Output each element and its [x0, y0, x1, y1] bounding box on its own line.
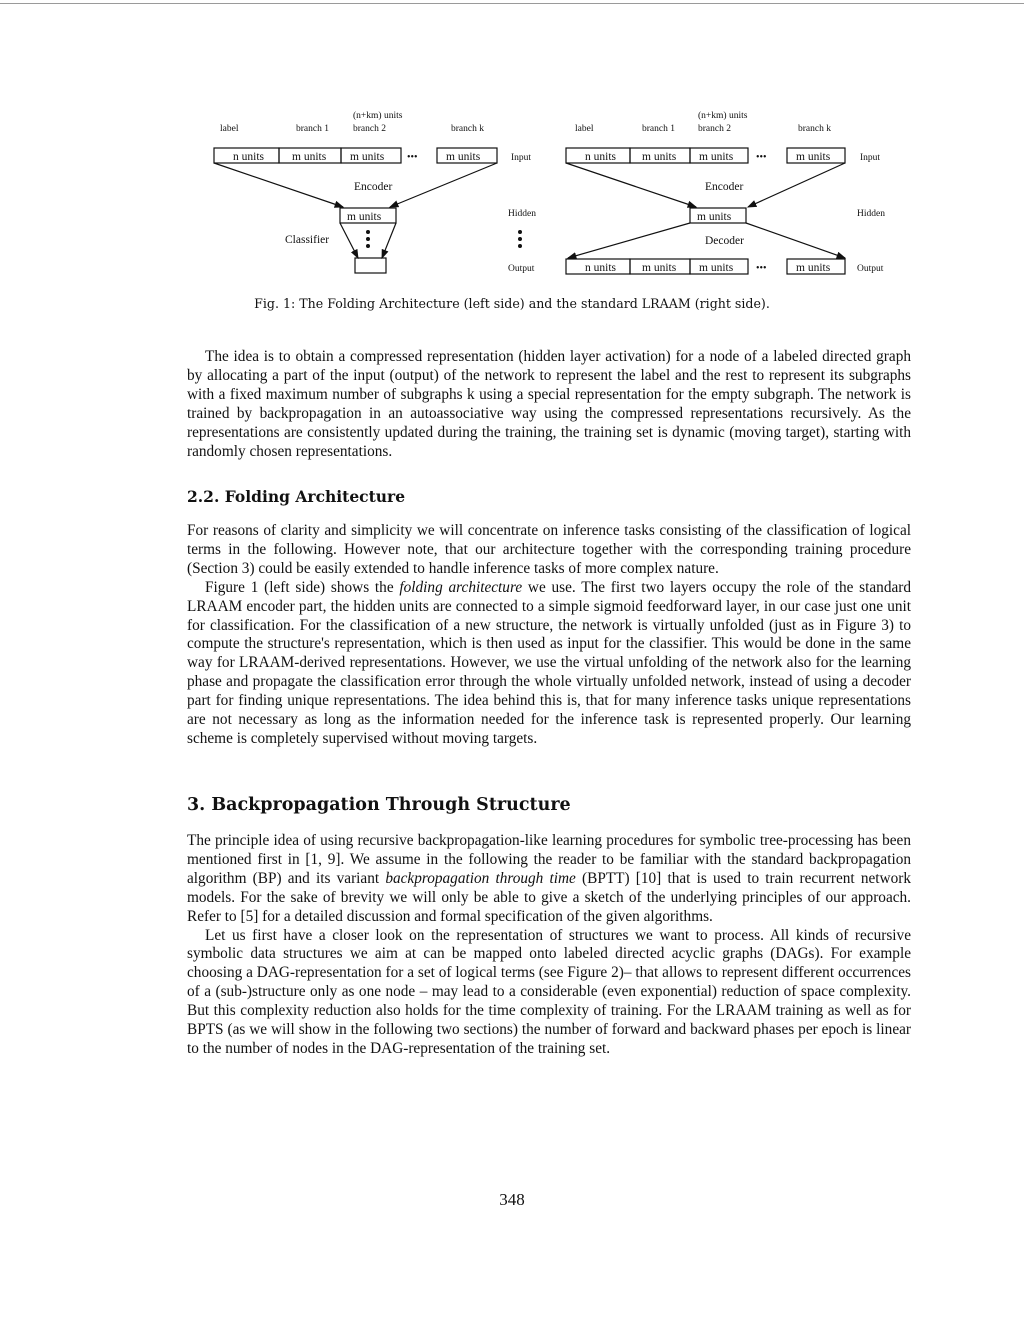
right-hidden-box-text: m units	[697, 211, 732, 223]
right-encoder-label: Encoder	[705, 181, 744, 193]
left-box-m2-text: m units	[350, 151, 385, 163]
right-out-n-text: n units	[585, 262, 616, 274]
left-top-label: (n+km) units	[353, 111, 403, 121]
right-branchk: branch k	[798, 124, 831, 134]
intro-paragraph-block	[187, 348, 911, 461]
left-branch1: branch 1	[296, 124, 329, 134]
figure-caption: Fig. 1: The Folding Architecture (left side) and the standard LRAAM (right side).	[254, 296, 770, 311]
right-branch1: branch 1	[642, 124, 675, 134]
left-label: label	[220, 124, 239, 134]
section-heading-2-2: 2.2. Folding Architecture	[187, 487, 406, 506]
right-out-m2-text: m units	[699, 262, 734, 274]
right-output-label: Output	[857, 264, 884, 274]
figure-1	[0, 0, 1024, 290]
left-branchk: branch k	[451, 124, 484, 134]
section-heading-3: 3. Backpropagation Through Structure	[187, 795, 571, 815]
left-box-n-text: n units	[233, 151, 264, 163]
right-box-m1-text: m units	[642, 151, 677, 163]
left-output-box	[355, 258, 386, 273]
right-top-label: (n+km) units	[698, 111, 748, 121]
paragraph-dag: Let us first have a closer look on the representation of structures we want to process. All kinds of recursive symbolic data structures we aim at can be mapped onto labeled directed acyclic graphs (DAGs). For example choosing a DAG-representation for a set of logical terms (see Figure 2)– that allows to represent different occurrences of a (sub-)structure only as one node – may lead to a considerable (even exponential) reduction of space complexity. But this complexity reduction also holds for the time complexity of training. For the LRAAM training as well as for BPTS (as we will show in the following two sections) the number of forward and backward phases per epoch is linear to the number of nodes in the DAG-representation of the training set.	[187, 926, 911, 1057]
right-dots: •••	[756, 152, 767, 163]
bpts-section-body	[187, 832, 911, 1059]
right-branch2: branch 2	[698, 124, 731, 134]
right-box-mk-text: m units	[796, 151, 831, 163]
paragraph-principle: The principle idea of using recursive backpropagation-like learning procedures for symbolic tree-processing has been mentioned first in [1, 9]. We assume in the following the reader to be familiar with the standard backpropagation algorithm (BP) and its variant backpropagation through time (BPTT) [10] that is used to train recurrent network models. For the sake of brevity we will only be able to give a sketch of the underlying principles of our approach. Refer to [5] for a detailed discussion and formal specification of the given algorithms.	[187, 832, 911, 925]
left-classifier-label: Classifier	[285, 234, 330, 246]
left-encoder-label: Encoder	[354, 181, 393, 193]
right-out-mk-text: m units	[796, 262, 831, 274]
right-hidden-label: Hidden	[857, 209, 885, 219]
left-hidden-label: Hidden	[508, 209, 536, 219]
left-box-m1-text: m units	[292, 151, 327, 163]
left-input-label: Input	[511, 153, 532, 163]
right-input-label: Input	[860, 153, 881, 163]
right-box-n-text: n units	[585, 151, 616, 163]
right-out-dots: •••	[756, 263, 767, 274]
right-label: label	[575, 124, 594, 134]
left-branch2: branch 2	[353, 124, 386, 134]
left-hidden-box-text: m units	[347, 211, 382, 223]
right-out-m1-text: m units	[642, 262, 677, 274]
left-box-mk-text: m units	[446, 151, 481, 163]
left-dots: •••	[407, 152, 418, 163]
page-number: 348	[499, 1190, 525, 1209]
paragraph-idea: The idea is to obtain a compressed representation (hidden layer activation) for a node of a labeled directed graph by allocating a part of the input (output) of the network to represent the label and the rest to represent its subgraphs with a fixed maximum number of subgraphs k using a special representation for the empty subgraph. The network is trained by backpropagation in an autoassociative way using the compressed representations recursively. As the representations are consistently updated during the training, the training set is dynamic (moving target), starting with randomly chosen representations.	[187, 348, 911, 460]
right-box-m2-text: m units	[699, 151, 734, 163]
right-decoder-label: Decoder	[705, 235, 744, 247]
paragraph-clarity: For reasons of clarity and simplicity we will concentrate on inference tasks consisting of the classification of logical terms in the following. However note, that our architecture together with the corresponding training procedure (Section 3) could be easily extended to handle inference tasks of more complex nature.	[187, 522, 911, 577]
paragraph-figure1: Figure 1 (left side) shows the folding architecture we use. The first two layers occupy the role of the standard LRAAM encoder part, the hidden units are connected to a simple sigmoid feedforward layer, in our case just one unit for classification. For the classification of a new structure, the network is virtually unfolded (just as in Figure 3) to compute the structure's representation, which is then used as input for the classifier. This would be done in the same way for LRAAM-derived representations. However, we use the virtual unfolding of the network also for the learning phase and propagate the classification error through the whole virtually unfolded network, instead of using a decoder part for finding unique representations. The idea behind this is, that for many inference tasks unique representations are not necessary as long as the information needed for the inference task is represented properly. Our learning scheme is completely supervised without moving targets.	[187, 578, 912, 747]
folding-section-body	[187, 522, 911, 749]
left-output-label: Output	[508, 264, 535, 274]
